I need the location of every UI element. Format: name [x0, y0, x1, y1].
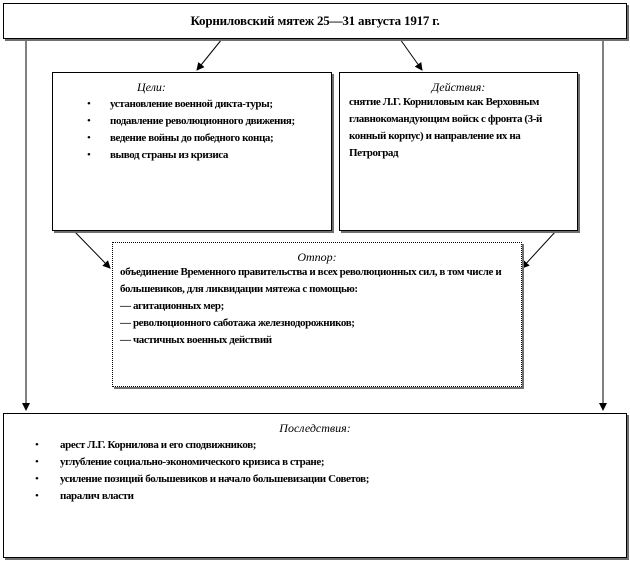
- goals-item: [53, 130, 331, 147]
- actions-box: [339, 72, 578, 231]
- goals-list: [53, 96, 331, 164]
- bullet-icon: •: [35, 439, 39, 451]
- bullet-icon: •: [35, 456, 39, 468]
- goals-heading: Цели:: [137, 80, 166, 94]
- resistance-text: [113, 264, 521, 349]
- title-box: [3, 3, 627, 39]
- consequences-item: [4, 471, 626, 488]
- diagram-title: Корниловский мятеж 25—31 августа 1917 г.: [190, 13, 440, 28]
- consequences-item: [4, 437, 626, 454]
- bullet-icon: •: [87, 132, 91, 144]
- goals-item-text: установление военной дикта-туры;: [110, 98, 273, 110]
- resistance-line: — агитационных мер;: [120, 300, 224, 312]
- bullet-icon: •: [35, 490, 39, 502]
- arrow-actions-to-resistance: [522, 231, 556, 268]
- bullet-icon: •: [87, 115, 91, 127]
- consequences-item-text: углубление социально-экономического кризиса в стране;: [60, 456, 325, 468]
- goals-item-text: подавление революционного движения;: [110, 115, 295, 127]
- actions-text: снятие Л.Г. Корниловым как Верховным главнокомандующим войск с фронта (3-й конный корпус) и направление их на Петроград: [349, 96, 542, 159]
- consequences-item: [4, 454, 626, 471]
- goals-item: [53, 113, 331, 130]
- resistance-line: — частичных военных действий: [120, 334, 272, 346]
- resistance-box: [112, 242, 522, 387]
- bullet-icon: •: [35, 473, 39, 485]
- consequences-list: [4, 437, 626, 505]
- arrow-goals-to-resistance: [74, 231, 110, 268]
- consequences-item-text: усиление позиций большевиков и начало большевизации Советов;: [60, 473, 369, 485]
- goals-item-text: вывод страны из кризиса: [110, 149, 228, 161]
- resistance-line: — революционного саботажа железнодорожников;: [120, 317, 355, 329]
- consequences-item-text: паралич власти: [60, 490, 134, 502]
- goals-item: [53, 96, 331, 113]
- consequences-heading: Последствия:: [279, 421, 351, 435]
- goals-item: [53, 147, 331, 164]
- resistance-line: объединение Временного правительства и всех революционных сил, в том числе и большевиков, для ликвидации мятежа с помощью:: [120, 266, 502, 295]
- goals-box: [52, 72, 332, 231]
- goals-item-text: ведение войны до победного конца;: [110, 132, 274, 144]
- consequences-box: [3, 413, 627, 558]
- arrow-title-to-actions: [400, 39, 422, 70]
- bullet-icon: •: [87, 149, 91, 161]
- bullet-icon: •: [87, 98, 91, 110]
- actions-heading: Действия:: [431, 80, 486, 94]
- resistance-heading: Отпор:: [297, 250, 337, 264]
- consequences-item: [4, 488, 626, 505]
- consequences-item-text: арест Л.Г. Корнилова и его сподвижников;: [60, 439, 257, 451]
- arrow-title-to-goals: [197, 39, 222, 70]
